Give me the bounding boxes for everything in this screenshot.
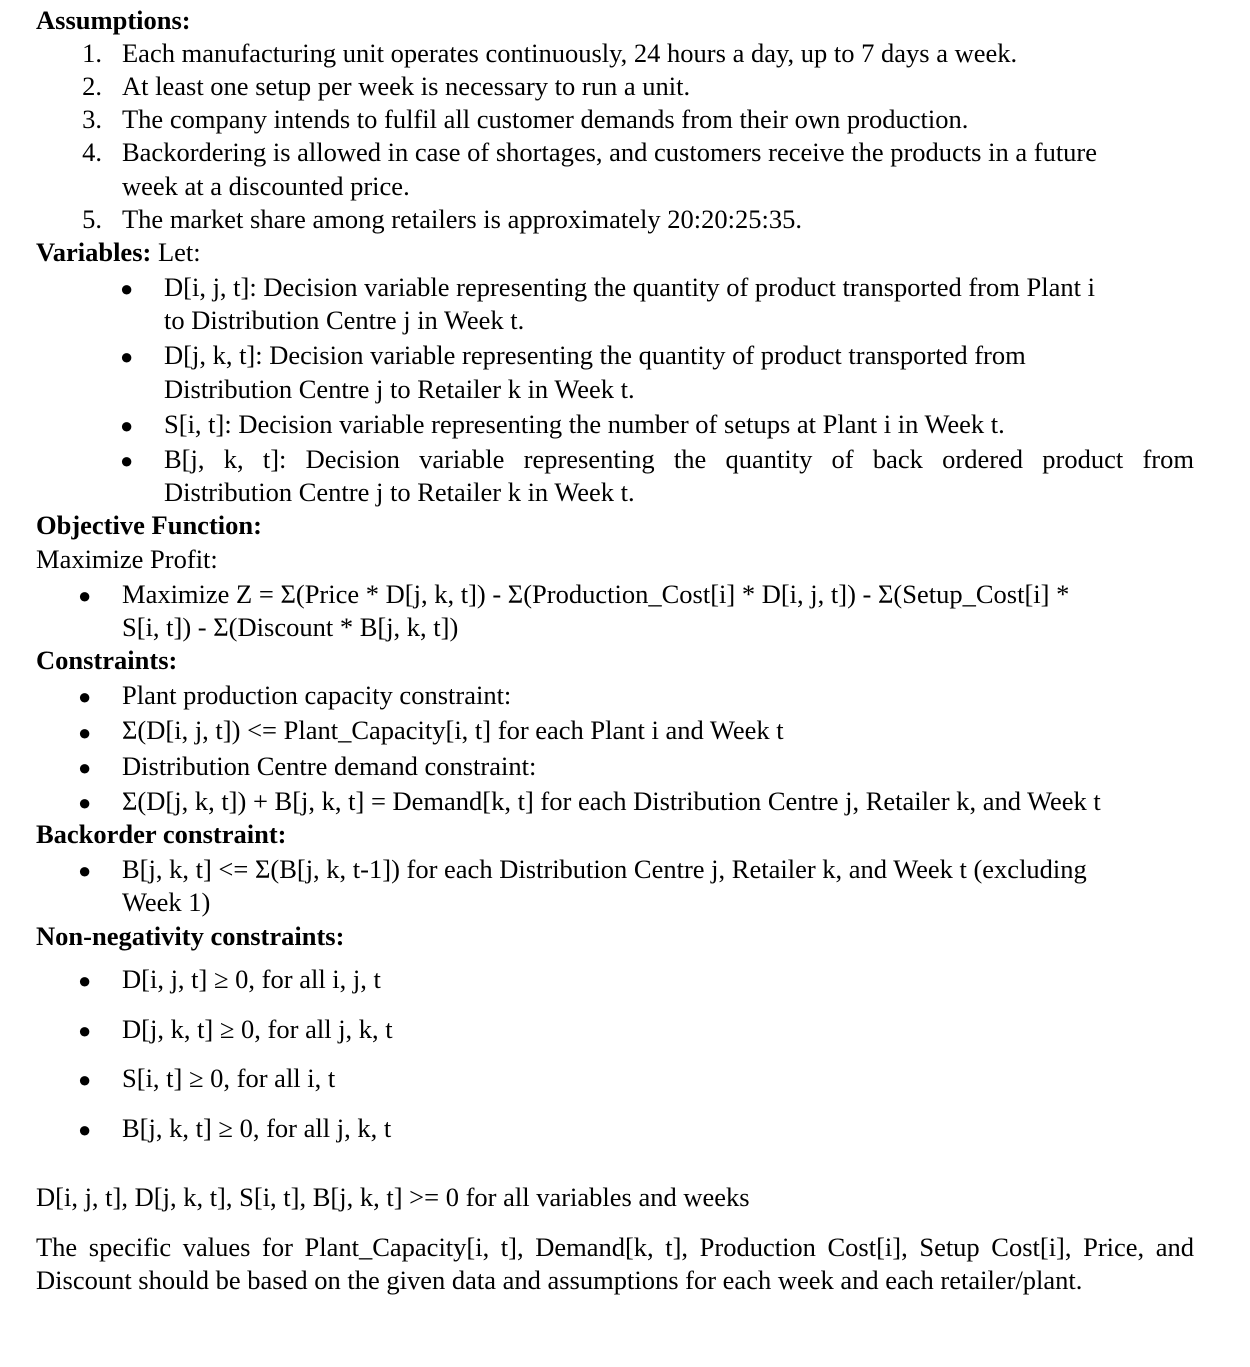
variable-item-continuation: Distribution Centre j to Retailer k in Week t. [164,477,635,507]
assumption-number: 4. [82,137,102,167]
bullet-icon: ● [78,1117,92,1142]
bullet-icon: ● [120,448,134,473]
variable-item: B[j, k, t]: Decision variable representing the quantity of back ordered product from [164,444,1194,474]
closing-paragraph: The specific values for Plant_Capacity[i, t], Demand[k, t], Production Cost[i], Setup Cost[i], Price, and Discount should be based on the given data and assumptions for each week and each retailer/plant. [36,1232,1194,1295]
variable-item: S[i, t]: Decision variable representing the number of setups at Plant i in Week t. [164,409,1005,439]
bullet-icon: ● [120,276,134,301]
bullet-icon: ● [120,344,134,369]
variable-item-continuation: Distribution Centre j to Retailer k in Week t. [164,374,635,404]
bullet-icon: ● [78,858,92,883]
bullet-icon: ● [78,720,92,745]
assumption-number: 3. [82,104,102,134]
bullet-icon: ● [78,790,92,815]
variable-item: D[i, j, t]: Decision variable representing the quantity of product transported from Plant i [164,272,1095,302]
constraint-item: Distribution Centre demand constraint: [122,751,537,781]
nonneg-item: D[i, j, t] ≥ 0, for all i, j, t [122,964,381,994]
nonneg-item: B[j, k, t] ≥ 0, for all j, k, t [122,1113,392,1143]
variable-item-continuation: to Distribution Centre j in Week t. [164,305,525,335]
backorder-heading: Backorder constraint: [36,819,287,849]
assumption-item: Backordering is allowed in case of shortages, and customers receive the products in a future [122,137,1098,167]
bullet-icon: ● [78,968,92,993]
variables-heading: Variables: [36,237,152,267]
assumption-item: Each manufacturing unit operates continuously, 24 hours a day, up to 7 days a week. [122,38,1018,68]
bullet-icon: ● [78,684,92,709]
constraint-item: Plant production capacity constraint: [122,680,512,710]
backorder-item: B[j, k, t] <= Σ(B[j, k, t-1]) for each Distribution Centre j, Retailer k, and Week t (excluding [122,854,1087,884]
constraints-heading: Constraints: [36,645,178,675]
constraint-item: Σ(D[j, k, t]) + B[j, k, t] = Demand[k, t] for each Distribution Centre j, Retailer k, and Week t [122,786,1101,816]
nonneg-heading: Non-negativity constraints: [36,921,345,951]
bullet-icon: ● [78,583,92,608]
assumptions-heading: Assumptions: [36,5,191,35]
assumption-number: 1. [82,38,102,68]
constraint-item: Σ(D[i, j, t]) <= Plant_Capacity[i, t] for each Plant i and Week t [122,715,784,745]
nonneg-item: S[i, t] ≥ 0, for all i, t [122,1063,336,1093]
assumption-item: The company intends to fulfil all customer demands from their own production. [122,104,969,134]
assumption-number: 5. [82,204,102,234]
objective-formula-continuation: S[i, t]) - Σ(Discount * B[j, k, t]) [122,612,459,642]
nonneg-item: D[j, k, t] ≥ 0, for all j, k, t [122,1014,393,1044]
objective-subheading: Maximize Profit: [36,544,218,574]
objective-heading: Objective Function: [36,510,262,540]
bullet-icon: ● [78,1067,92,1092]
bullet-icon: ● [78,755,92,780]
variables-heading-line [36,236,201,269]
summary-line: D[i, j, t], D[j, k, t], S[i, t], B[j, k, t] >= 0 for all variables and weeks [36,1182,750,1212]
bullet-icon: ● [78,1018,92,1043]
assumption-item: The market share among retailers is approximately 20:20:25:35. [122,204,802,234]
assumption-number: 2. [82,71,102,101]
assumption-item: At least one setup per week is necessary to run a unit. [122,71,691,101]
assumption-item-continuation: week at a discounted price. [122,171,410,201]
variables-heading-suffix: Let: [151,237,201,267]
backorder-item-continuation: Week 1) [122,887,211,917]
bullet-icon: ● [120,413,134,438]
variable-item: D[j, k, t]: Decision variable representing the quantity of product transported from [164,340,1026,370]
objective-formula: Maximize Z = Σ(Price * D[j, k, t]) - Σ(Production_Cost[i] * D[i, j, t]) - Σ(Setup_Cost[i] * [122,579,1070,609]
